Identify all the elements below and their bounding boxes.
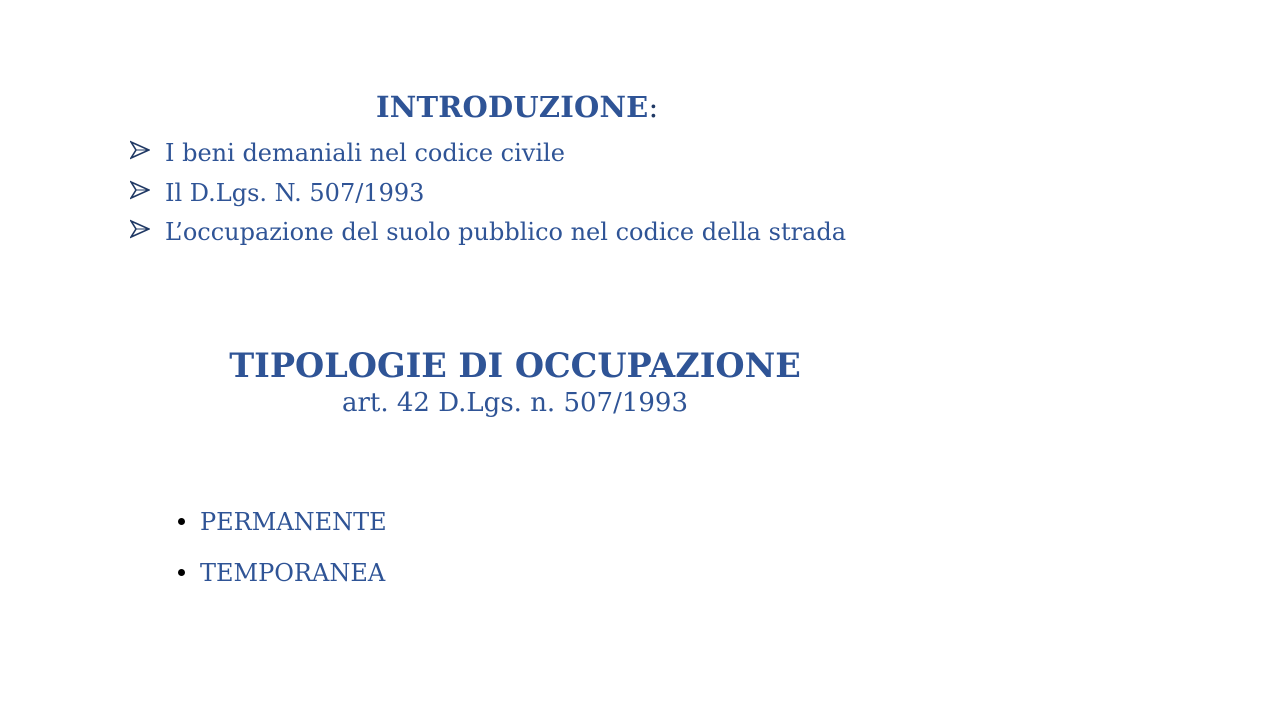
types-heading-block: [200, 344, 830, 418]
intro-list-item: [130, 214, 846, 254]
intro-list: [130, 135, 846, 254]
types-list: [175, 502, 387, 604]
intro-item-label: I beni demaniali nel codice civile: [165, 139, 565, 167]
arrowhead-bullet-icon: [130, 219, 150, 239]
intro-title-text: INTRODUZIONE: [376, 90, 649, 124]
types-list-item: [175, 553, 387, 604]
types-list-item: [175, 502, 387, 553]
types-item-label: TEMPORANEA: [200, 559, 386, 587]
types-title: TIPOLOGIE DI OCCUPAZIONE: [229, 346, 801, 385]
round-bullet-icon: [178, 518, 185, 525]
round-bullet-icon: [178, 569, 185, 576]
types-subtitle: art. 42 D.Lgs. n. 507/1993: [341, 388, 689, 418]
arrowhead-bullet-icon: [130, 180, 150, 200]
intro-list-item: [130, 175, 846, 215]
types-item-label: PERMANENTE: [200, 508, 387, 536]
intro-item-label: Il D.Lgs. N. 507/1993: [165, 178, 425, 207]
intro-list-item: [130, 135, 846, 175]
arrowhead-bullet-icon: [130, 140, 150, 160]
intro-title-colon: :: [648, 90, 659, 124]
intro-item-label: L’occupazione del suolo pubblico nel codice della strada: [165, 218, 847, 246]
intro-title: [376, 90, 658, 124]
